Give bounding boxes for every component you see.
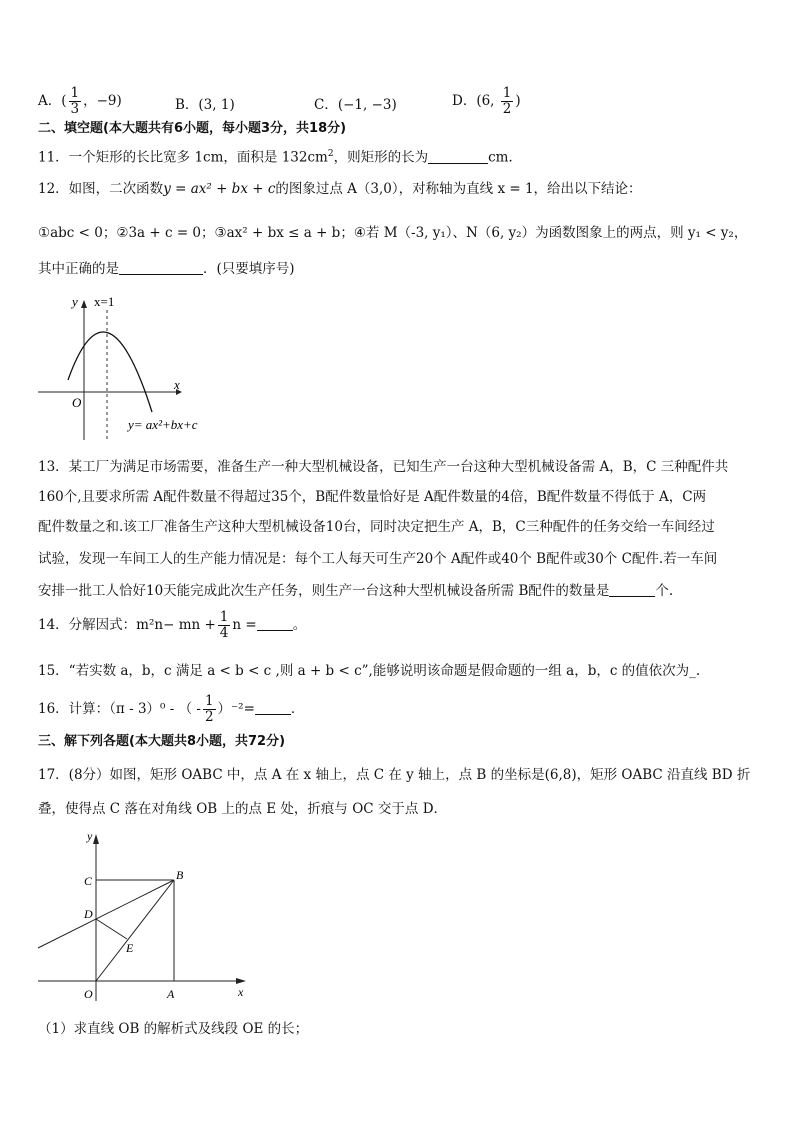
question-13-line5: 安排一批工人恰好10天能完成此次生产任务，则生产一台这种大型机械设备所需 B配件的数量是 个. — [38, 583, 674, 599]
section2-heading: 二、填空题(本大题共有6小题，每小题3分，共18分) — [38, 121, 347, 136]
question-12-line2: ①abc < 0；②3a + c = 0；③ax² + bx ≤ a + b；④若 M（-3, y₁）、N（6, y₂）为函数图象上的两点，则 y₁ < y₂， — [38, 225, 748, 241]
symmetry-axis-label: x=1 — [94, 294, 115, 309]
label-y: y — [87, 829, 93, 843]
question-13-line2: 160个,且要求所需 A配件数量不得超过35个，B配件数量恰好是 A配件数量的4倍，B配件数量不得低于 A，C两 — [38, 489, 707, 505]
diagonal-ob — [96, 880, 174, 981]
question-17-line2: 叠，使得点 C 落在对角线 OB 上的点 E 处，折痕与 OC 交于点 D． — [38, 801, 448, 817]
x-label: x — [174, 377, 180, 392]
question-16: 16．计算：（π - 3）⁰ - （ - $\frac{1}{2}$ ）⁻²= ． — [38, 693, 305, 725]
label-o: O — [84, 987, 93, 1001]
figure-12-parabola — [36, 290, 236, 442]
question-12-line3: 其中正确的是 ．(只要填序号) — [38, 261, 295, 277]
section3-heading: 三、解下列各题(本大题共8小题，共72分) — [38, 734, 286, 749]
label-x: x — [238, 985, 244, 999]
q10-options — [38, 85, 521, 117]
origin-label: O — [72, 395, 82, 410]
question-12-line1: 12．如图，二次函数y = ax² + bx + c的图象过点 A（3,0），对称轴为直线 x = 1，给出以下结论： — [38, 181, 642, 197]
curve-label: y= ax²+bx+c — [128, 417, 198, 432]
label-c: C — [84, 874, 93, 888]
label-e: E — [126, 941, 134, 955]
question-14: 14．分解因式：m²n− mn + $\frac{1}{4}$ n = 。 — [38, 609, 307, 641]
segment-de — [96, 919, 127, 939]
question-15: 15．“若实数 a，b，c 满足 a < b < c ,则 a + b < c”,能够说明该命题是假命题的一组 a，b，c 的值依次为_. — [38, 663, 701, 679]
option-a: A．( $\frac{1}{3}$ ，−9) — [38, 85, 122, 117]
question-13-line4: 试验，发现一车间工人的生产能力情况是：每个工人每天可生产20个 A配件或40个 B配件或30个 C配件.若一车间 — [38, 551, 718, 567]
label-a: A — [167, 987, 175, 1001]
answer-blank[interactable] — [609, 582, 655, 597]
y-axis-arrow — [93, 834, 99, 844]
question-13-line1: 13．某工厂为满足市场需要，准备生产一种大型机械设备，已知生产一台这种大型机械设备需 A，B，C 三种配件共 — [38, 459, 729, 475]
question-17-part1: （1）求直线 OB 的解析式及线段 OE 的长； — [38, 1021, 309, 1037]
y-axis-arrow — [81, 300, 87, 308]
label-b: B — [176, 868, 184, 882]
figure-17-rectangle — [30, 826, 260, 1006]
label-d: D — [84, 907, 93, 921]
x-axis-arrow — [236, 978, 246, 984]
y-label: y — [72, 294, 78, 309]
option-d: D．(6, $\frac{1}{2}$ ) — [452, 85, 521, 117]
answer-blank[interactable] — [257, 616, 293, 631]
option-b: B．(3, 1) — [175, 97, 235, 113]
answer-blank[interactable] — [119, 260, 203, 275]
answer-blank[interactable] — [255, 700, 291, 715]
question-17-line1: 17．(8分）如图，矩形 OABC 中，点 A 在 x 轴上，点 C 在 y 轴上，点 B 的坐标是(6,8)，矩形 OABC 沿直线 BD 折 — [38, 767, 751, 783]
fold-line-bd-extended — [38, 880, 174, 948]
answer-blank[interactable] — [428, 149, 488, 164]
question-13-line3: 配件数量之和.该工厂准备生产这种大型机械设备10台，同时决定把生产 A，B，C三种配件的任务交给一车间经过 — [38, 519, 715, 535]
question-11: 11．一个矩形的长比宽多 1cm，面积是 $132cm^2$，则矩形的长为 cm． — [38, 149, 522, 166]
option-c: C．(−1, −3) — [314, 97, 397, 113]
